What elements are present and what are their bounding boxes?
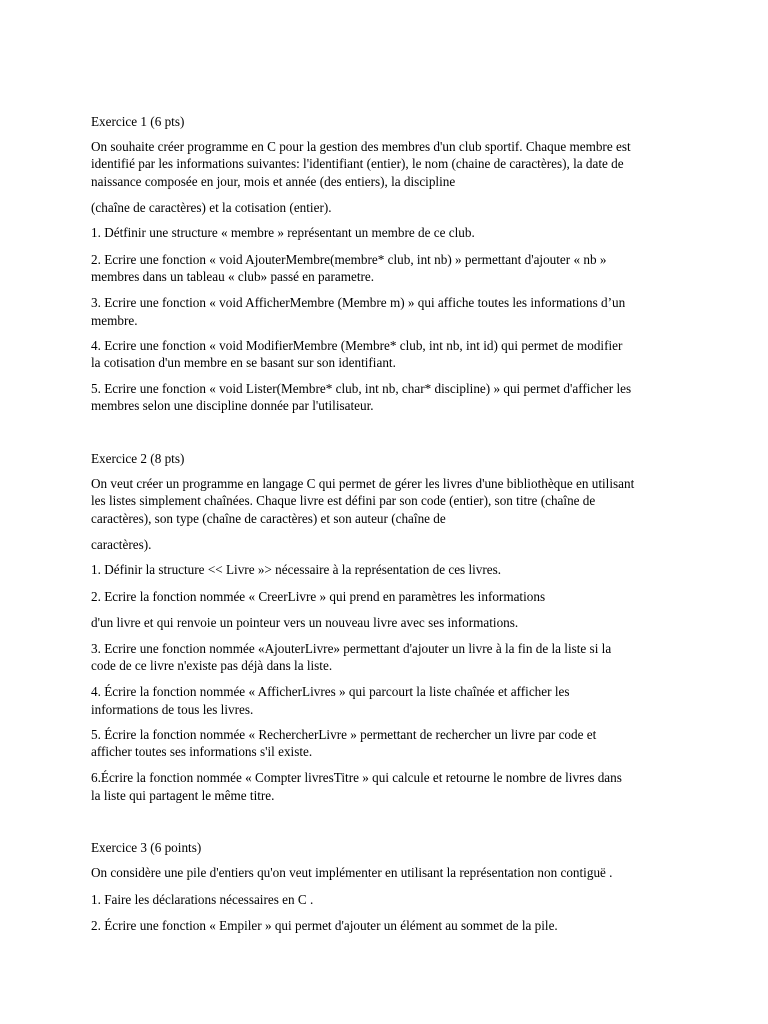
exercise-2-question-6: 6.Écrire la fonction nommée « Compter livresTitre » qui calcule et retourne le nombre de livres dans (91, 770, 622, 785)
exercise-1-question-2: membres dans un tableau « club» passé en parametre. (91, 269, 375, 284)
exercise-1-question-5: 5. Ecrire une fonction « void Lister(Membre* club, int nb, char* discipline) » qui permet d'afficher les (91, 381, 632, 396)
exercise-2-question-3: 3. Ecrire une fonction nommée «AjouterLivre» permettant d'ajouter un livre à la fin de la liste si la (91, 641, 612, 656)
exercise-2-question-2: d'un livre et qui renvoie un pointeur vers un nouveau livre avec ses informations. (91, 615, 519, 630)
exercise-2-question-4: 4. Écrire la fonction nommée « AfficherLivres » qui parcourt la liste chaînée et afficher les (91, 684, 570, 699)
exercise-2-title: Exercice 2 (8 pts) (91, 451, 185, 466)
exercise-1-intro-line: identifié par les informations suivantes: l'identifiant (entier), le nom (chaine de caractères), la date de (91, 156, 624, 171)
exercise-2-question-3: code de ce livre n'existe pas déjà dans la liste. (91, 658, 333, 673)
exercise-3-intro: On considère une pile d'entiers qu'on veut implémenter en utilisant la représentation non contiguë . (91, 865, 613, 880)
exercise-1-question-1: 1. Détfinir une structure « membre » représentant un membre de ce club. (91, 225, 475, 240)
exercise-1-question-4: la cotisation d'un membre en se basant sur son identifiant. (91, 355, 396, 370)
exercise-1-question-2: 2. Ecrire une fonction « void AjouterMembre(membre* club, int nb) » permettant d'ajouter « nb » (91, 252, 607, 267)
exercise-2-question-5: afficher toutes ses informations s'il existe. (91, 744, 313, 759)
exercise-2-intro-line: On veut créer un programme en langage C qui permet de gérer les livres d'une bibliothèque en utilisant (91, 476, 635, 491)
exercise-3-question-1: 1. Faire les déclarations nécessaires en C . (91, 892, 314, 907)
exercise-2-intro-line: caractères), son type (chaîne de caractères) et son auteur (chaîne de (91, 511, 446, 526)
exercise-1-question-3: membre. (91, 313, 138, 328)
exercise-2-question-2: 2. Ecrire la fonction nommée « CreerLivre » qui prend en paramètres les informations (91, 589, 546, 604)
exercise-1-intro-line: (chaîne de caractères) et la cotisation (entier). (91, 200, 332, 215)
exercise-2-intro-line: caractères). (91, 537, 152, 552)
exercise-2-question-1: 1. Définir la structure << Livre »> nécessaire à la représentation de ces livres. (91, 562, 502, 577)
exercise-2-intro-line: les listes simplement chaînées. Chaque livre est défini par son code (entier), son titre (chaîne de (91, 493, 596, 508)
exercise-1-question-4: 4. Ecrire une fonction « void ModifierMembre (Membre* club, int nb, int id) qui permet de modifier (91, 338, 623, 353)
exercise-1-intro-line: naissance composée en jour, mois et année (des entiers), la discipline (91, 174, 456, 189)
exercise-3-title: Exercice 3 (6 points) (91, 840, 202, 855)
exercise-1-question-5: membres selon une discipline donnée par l'utilisateur. (91, 398, 374, 413)
exercise-3-question-2: 2. Écrire une fonction « Empiler » qui permet d'ajouter un élément au sommet de la pile. (91, 918, 558, 933)
exercise-1-title: Exercice 1 (6 pts) (91, 114, 185, 129)
exercise-2-question-5: 5. Écrire la fonction nommée « RechercherLivre » permettant de rechercher un livre par code et (91, 727, 597, 742)
exercise-1-intro-line: On souhaite créer programme en C pour la gestion des membres d'un club sportif. Chaque membre est (91, 139, 631, 154)
exercise-2-question-4: informations de tous les livres. (91, 702, 254, 717)
exercise-1-question-3: 3. Ecrire une fonction « void AfficherMembre (Membre m) » qui affiche toutes les informations d’un (91, 295, 626, 310)
exercise-2-question-6: la liste qui partagent le même titre. (91, 788, 275, 803)
